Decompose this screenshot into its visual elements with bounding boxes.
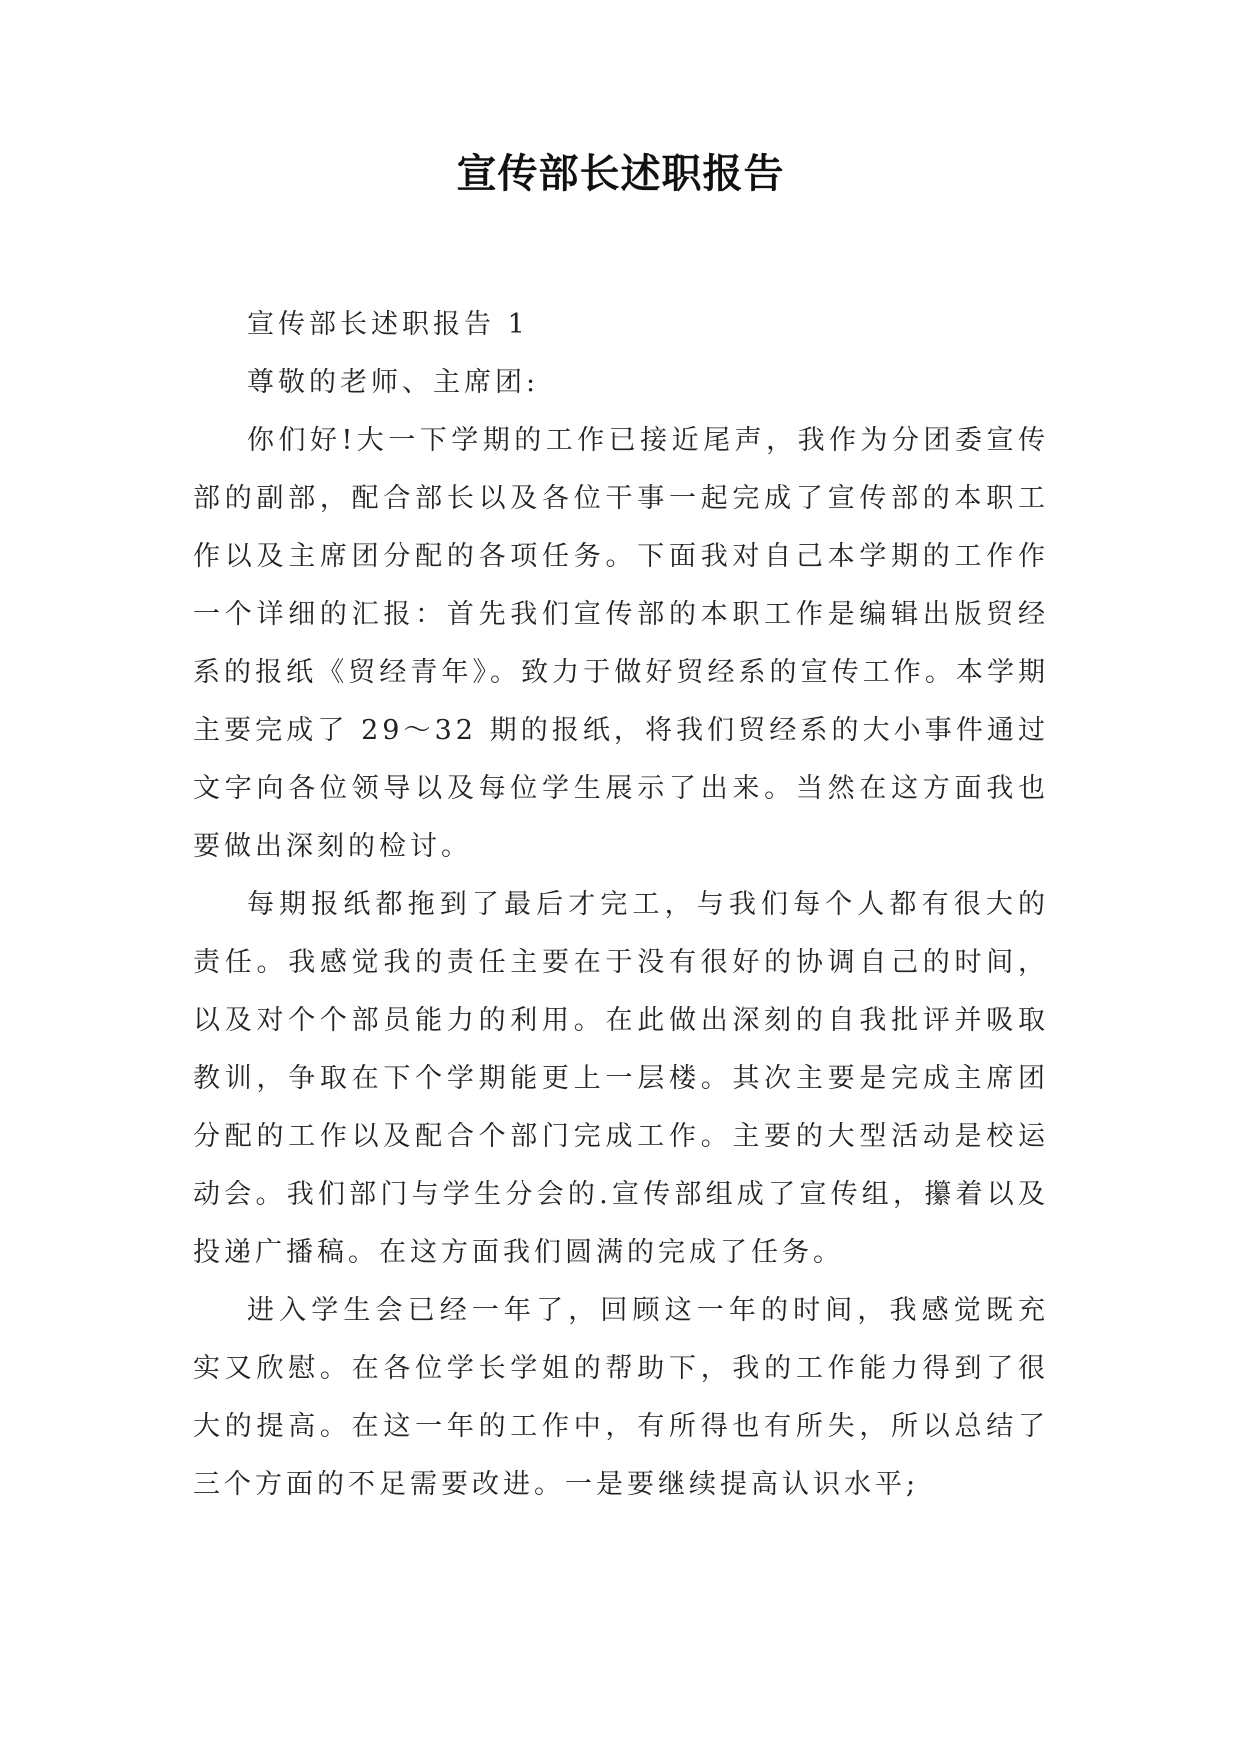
- body-paragraph: 每期报纸都拖到了最后才完工，与我们每个人都有很大的责任。我感觉我的责任主要在于没有很好的协调自己的时间，以及对个个部员能力的利用。在此做出深刻的自我批评并吸取教训，争取在下个学期能更上一层楼。其次主要是完成主席团分配的工作以及配合个部门完成工作。主要的大型活动是校运动会。我们部门与学生分会的.宣传部组成了宣传组，攥着以及投递广播稿。在这方面我们圆满的完成了任务。: [193, 889, 1049, 1268]
- document-title: 宣传部长述职报告: [456, 150, 785, 197]
- report-subtitle: 宣传部长述职报告 1: [247, 309, 529, 340]
- body-paragraph: 进入学生会已经一年了，回顾这一年的时间，我感觉既充实又欣慰。在各位学长学姐的帮助下，我的工作能力得到了很大的提高。在这一年的工作中，有所得也有所失，所以总结了三个方面的不足需要改进。一是要继续提高认识水平;: [193, 1295, 1049, 1500]
- salutation: 尊敬的老师、主席团:: [247, 367, 540, 398]
- body-paragraph: 你们好!大一下学期的工作已接近尾声，我作为分团委宣传部的副部，配合部长以及各位干事一起完成了宣传部的本职工作以及主席团分配的各项任务。下面我对自己本学期的工作作一个详细的汇报：首先我们宣传部的本职工作是编辑出版贸经系的报纸《贸经青年》。致力于做好贸经系的宣传工作。本学期主要完成了 29～32 期的报纸，将我们贸经系的大小事件通过文字向各位领导以及每位学生展示了出来。当然在这方面我也要做出深刻的检讨。: [193, 425, 1049, 862]
- document-body: [193, 296, 1049, 1514]
